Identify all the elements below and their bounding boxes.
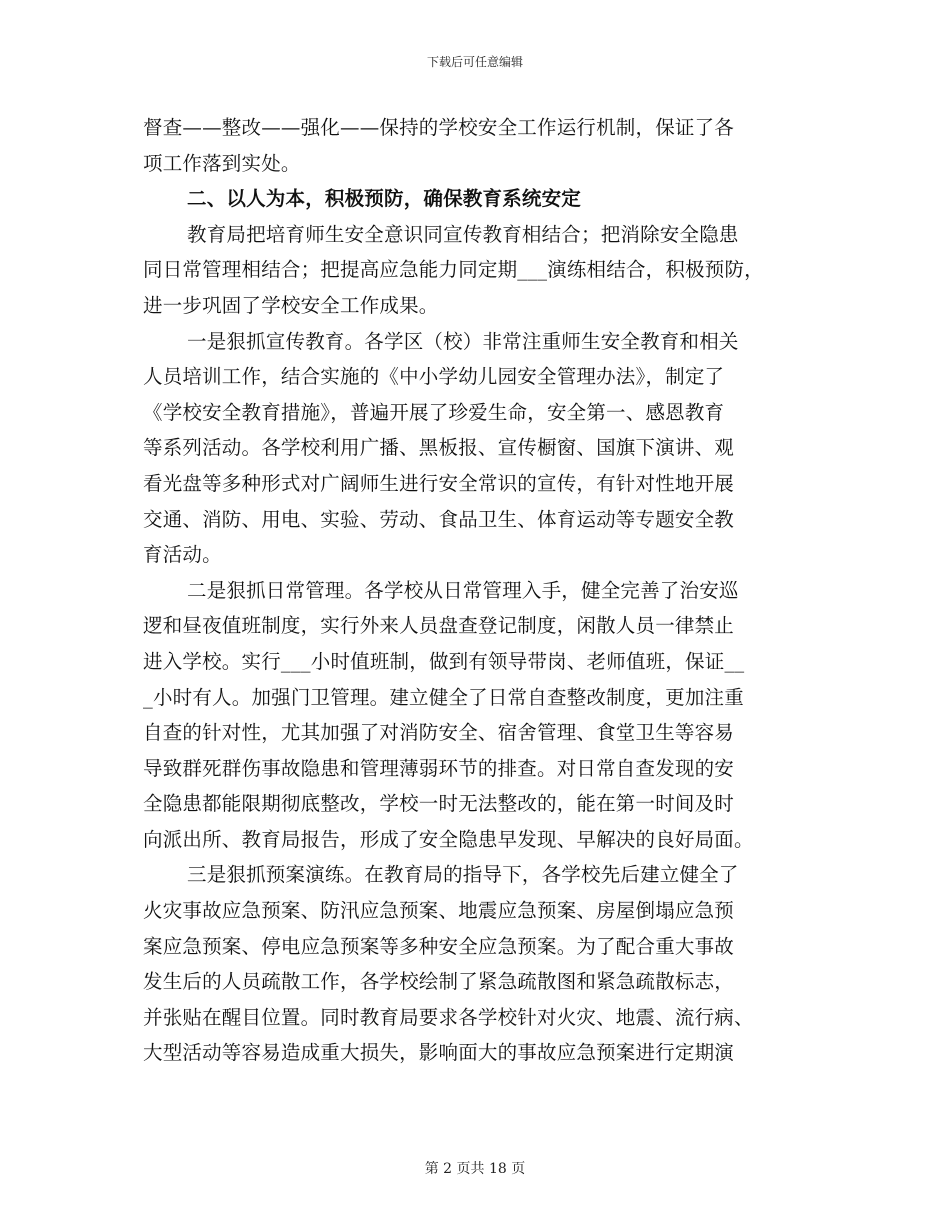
paragraph-line: 逻和昼夜值班制度，实行外来人员盘查登记制度，闲散人员一律禁止	[143, 614, 735, 638]
paragraph-line: 交通、消防、用电、实验、劳动、食品卫生、体育运动等专题安全教	[143, 507, 735, 531]
paragraph-line: 进入学校。实行___小时值班制，做到有领导带岗、老师值班，保证__	[143, 649, 745, 673]
paragraph-line: 《学校安全教育措施》，普遍开展了珍爱生命，安全第一、感恩教育	[143, 400, 725, 424]
paragraph-line: 看光盘等多种形式对广阔师生进行安全常识的宣传，有针对性地开展	[143, 471, 735, 495]
paragraph-line: 导致群死群伤事故隐患和管理薄弱环节的排查。对日常自查发现的安	[143, 756, 735, 780]
paragraph-line: 项工作落到实处。	[143, 151, 301, 175]
paragraph-line: 大型活动等容易造成重大损失，影响面大的事故应急预案进行定期演	[143, 1041, 735, 1065]
paragraph-line: 并张贴在醒目位置。同时教育局要求各学校针对火灾、地震、流行病、	[143, 1005, 754, 1029]
paragraph-line: 案应急预案、停电应急预案等多种安全应急预案。为了配合重大事故	[143, 934, 735, 958]
paragraph-line: 自查的针对性，尤其加强了对消防安全、宿舍管理、食堂卫生等容易	[143, 721, 735, 745]
page-header: 下载后可任意编辑	[426, 55, 523, 69]
paragraph-line: 发生后的人员疏散工作，各学校绘制了紧急疏散图和紧急疏散标志，	[143, 970, 735, 994]
paragraph-line: 进一步巩固了学校安全工作成果。	[143, 293, 439, 317]
paragraph-line: 二是狠抓日常管理。各学校从日常管理入手，健全完善了治安巡	[187, 578, 739, 602]
paragraph-line: 火灾事故应急预案、防汛应急预案、地震应急预案、房屋倒塌应急预	[143, 899, 735, 923]
paragraph-line: 人员培训工作，结合实施的《中小学幼儿园安全管理办法》，制定了	[143, 365, 725, 389]
paragraph-line: 一是狠抓宣传教育。各学区（校）非常注重师生安全教育和相关	[187, 329, 739, 353]
document-body	[143, 110, 811, 1071]
paragraph-line: 育活动。	[143, 543, 222, 567]
paragraph-line: _小时有人。加强门卫管理。建立健全了日常自查整改制度，更加注重	[143, 685, 744, 709]
page-footer: 第 2 页共 18 页	[424, 1161, 526, 1177]
section-heading: 二、以人为本，积极预防，确保教育系统安定	[187, 187, 582, 211]
paragraph-line: 同日常管理相结合；把提高应急能力同定期___演练相结合，积极预防，	[143, 258, 764, 282]
paragraph-line: 督查——整改——强化——保持的学校安全工作运行机制，保证了各	[143, 116, 735, 139]
paragraph-line: 三是狠抓预案演练。在教育局的指导下，各学校先后建立健全了	[187, 863, 739, 887]
paragraph-line: 全隐患都能限期彻底整改，学校一时无法整改的，能在第一时间及时	[143, 792, 735, 816]
paragraph-line: 教育局把培育师生安全意识同宣传教育相结合；把消除安全隐患	[187, 222, 739, 246]
paragraph-line: 等系列活动。各学校利用广播、黑板报、宣传橱窗、国旗下演讲、观	[143, 436, 735, 460]
paragraph-line: 向派出所、教育局报告，形成了安全隐患早发现、早解决的良好局面。	[143, 827, 754, 851]
